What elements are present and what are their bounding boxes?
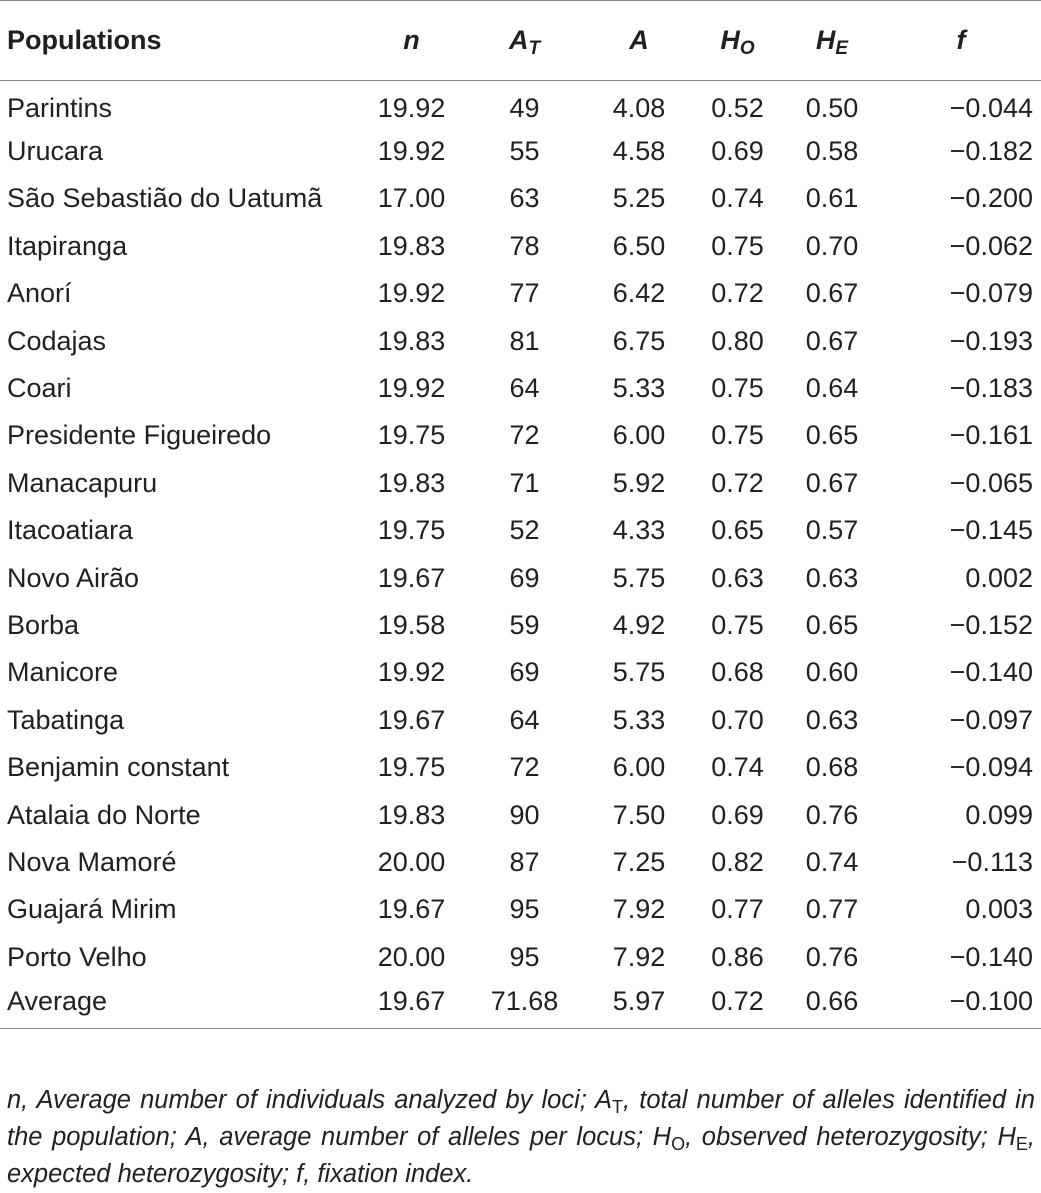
cell-population: Itapiranga — [7, 230, 128, 261]
cell-at: 81 — [509, 325, 540, 356]
cell-he: 0.63 — [805, 704, 859, 735]
cell-n: 20.00 — [377, 846, 446, 877]
cell-at: 72 — [509, 752, 540, 783]
cell-population: Codajas — [7, 325, 107, 356]
cell-at: 69 — [509, 657, 540, 688]
cell-he: 0.76 — [805, 941, 859, 972]
table-row — [0, 934, 1041, 981]
cell-n: 19.58 — [377, 609, 446, 640]
table-row — [0, 460, 1041, 507]
cell-population: Porto Velho — [7, 941, 147, 972]
cell-at: 95 — [509, 941, 540, 972]
cell-he: 0.64 — [805, 373, 859, 404]
cell-f: −0.062 — [949, 230, 1033, 261]
cell-ho: 0.72 — [692, 981, 783, 1028]
table-row — [0, 365, 1041, 412]
footnote-part1: n, Average number of individuals analyzed by loci; A — [7, 1085, 613, 1114]
cell-at: 59 — [509, 609, 540, 640]
cell-he: 0.65 — [805, 609, 859, 640]
cell-population: Novo Airão — [7, 562, 140, 593]
table-row — [0, 81, 1041, 128]
cell-at: 77 — [509, 278, 540, 309]
table-row — [0, 886, 1041, 933]
cell-a: 6.50 — [612, 230, 666, 261]
table-row — [0, 554, 1041, 601]
table-row — [0, 744, 1041, 791]
cell-population: Nova Mamoré — [7, 846, 177, 877]
table-body — [0, 81, 1041, 1029]
cell-f: 0.003 — [965, 894, 1033, 925]
cell-ho: 0.72 — [711, 278, 764, 309]
footnote-sub-e: E — [1015, 1133, 1028, 1154]
cell-ho: 0.74 — [711, 183, 764, 214]
footnote-sub-t: T — [612, 1096, 624, 1117]
cell-a: 4.92 — [612, 609, 666, 640]
cell-ho: 0.69 — [711, 799, 764, 830]
cell-he: 0.50 — [805, 92, 859, 123]
cell-population: Coari — [7, 373, 72, 404]
cell-f: −0.094 — [949, 752, 1033, 783]
table-footnote — [7, 1082, 1035, 1193]
cell-f: −0.100 — [881, 981, 1041, 1028]
cell-a: 6.42 — [612, 278, 666, 309]
cell-f: −0.200 — [949, 183, 1033, 214]
cell-he: 0.57 — [805, 515, 859, 546]
cell-population: Tabatinga — [7, 704, 125, 735]
cell-he: 0.61 — [805, 183, 859, 214]
footnote-part4: , expected heterozygosity; f, fixation index. — [7, 1122, 1035, 1188]
cell-n: 19.75 — [377, 752, 446, 783]
cell-a: 6.75 — [612, 325, 666, 356]
cell-f: 0.099 — [965, 799, 1033, 830]
cell-ho: 0.80 — [711, 325, 764, 356]
footnote-part3: , observed heterozygosity; H — [685, 1122, 1016, 1151]
cell-population: São Sebastião do Uatumã — [7, 183, 323, 214]
cell-ho: 0.75 — [711, 420, 764, 451]
cell-population: Manicore — [7, 657, 119, 688]
cell-ho: 0.52 — [711, 92, 764, 123]
cell-ho: 0.75 — [711, 230, 764, 261]
cell-a: 4.33 — [612, 515, 666, 546]
cell-ho: 0.75 — [711, 373, 764, 404]
cell-ho: 0.68 — [711, 657, 764, 688]
cell-he: 0.67 — [805, 278, 859, 309]
cell-f: −0.140 — [949, 941, 1033, 972]
cell-ho: 0.74 — [711, 752, 764, 783]
cell-a: 7.50 — [612, 799, 666, 830]
cell-at: 64 — [509, 704, 540, 735]
cell-a: 5.33 — [612, 373, 666, 404]
cell-n: 19.83 — [377, 325, 446, 356]
cell-n: 19.67 — [360, 981, 463, 1028]
cell-ho: 0.69 — [711, 136, 764, 167]
header-ho-sub: O — [739, 38, 755, 59]
cell-he: 0.63 — [805, 562, 859, 593]
cell-f: −0.183 — [949, 373, 1033, 404]
cell-population: Parintins — [7, 92, 113, 123]
cell-at: 69 — [509, 562, 540, 593]
cell-population: Atalaia do Norte — [7, 799, 201, 830]
cell-n: 19.67 — [377, 562, 446, 593]
cell-n: 19.83 — [377, 467, 446, 498]
cell-at: 55 — [509, 136, 540, 167]
cell-at: 87 — [509, 846, 540, 877]
cell-ho: 0.70 — [711, 704, 764, 735]
header-he-main: H — [815, 25, 836, 55]
cell-he: 0.68 — [805, 752, 859, 783]
cell-ho: 0.72 — [711, 467, 764, 498]
cell-population: Guajará Mirim — [7, 894, 177, 925]
header-at-main: A — [508, 25, 529, 55]
cell-he: 0.70 — [805, 230, 859, 261]
table-row — [0, 507, 1041, 554]
cell-ho: 0.77 — [711, 894, 764, 925]
header-f — [881, 1, 1041, 81]
cell-f: −0.079 — [949, 278, 1033, 309]
cell-a: 4.58 — [612, 136, 666, 167]
cell-ho: 0.75 — [711, 609, 764, 640]
header-a — [586, 1, 692, 81]
header-at — [463, 1, 586, 81]
table-row — [0, 791, 1041, 838]
table-row — [0, 175, 1041, 222]
cell-at: 71.68 — [463, 981, 586, 1028]
table-row-average — [0, 981, 1041, 1028]
cell-population: Benjamin constant — [7, 752, 230, 783]
cell-population: Anorí — [7, 278, 72, 309]
cell-n: 20.00 — [377, 941, 446, 972]
header-a-label: A — [629, 25, 649, 55]
header-row — [0, 1, 1041, 81]
header-ho — [692, 1, 783, 81]
cell-he: 0.58 — [805, 136, 859, 167]
table-row — [0, 697, 1041, 744]
footnote-part2: , total number of alleles identified in the population; A, average number of alleles per locus; H — [7, 1085, 1036, 1151]
cell-ho: 0.82 — [711, 846, 764, 877]
cell-f: −0.097 — [949, 704, 1033, 735]
cell-a: 6.00 — [612, 420, 666, 451]
cell-f: −0.145 — [949, 515, 1033, 546]
cell-f: −0.193 — [949, 325, 1033, 356]
cell-n: 19.75 — [377, 420, 446, 451]
cell-at: 95 — [509, 894, 540, 925]
cell-population: Urucara — [7, 136, 104, 167]
cell-ho: 0.65 — [711, 515, 764, 546]
header-n — [360, 1, 463, 81]
cell-a: 7.92 — [612, 941, 666, 972]
cell-a: 7.92 — [612, 894, 666, 925]
cell-f: −0.044 — [949, 92, 1033, 123]
cell-a: 6.00 — [612, 752, 666, 783]
cell-n: 19.92 — [377, 373, 446, 404]
cell-population: Average — [0, 981, 360, 1028]
header-f-label: f — [956, 25, 966, 55]
cell-at: 64 — [509, 373, 540, 404]
cell-he: 0.74 — [805, 846, 859, 877]
cell-he: 0.67 — [805, 467, 859, 498]
cell-he: 0.76 — [805, 799, 859, 830]
cell-n: 19.67 — [377, 704, 446, 735]
cell-f: −0.161 — [949, 420, 1033, 451]
cell-ho: 0.63 — [711, 562, 764, 593]
table-row — [0, 223, 1041, 270]
cell-n: 19.83 — [377, 230, 446, 261]
cell-a: 5.92 — [612, 467, 666, 498]
table-header — [0, 1, 1041, 81]
header-he-sub: E — [835, 38, 849, 59]
cell-at: 63 — [509, 183, 540, 214]
table-row — [0, 649, 1041, 696]
cell-a: 5.75 — [612, 562, 666, 593]
cell-population: Manacapuru — [7, 467, 158, 498]
cell-population: Presidente Figueiredo — [7, 420, 272, 451]
cell-he: 0.77 — [805, 894, 859, 925]
cell-n: 19.92 — [377, 136, 446, 167]
cell-he: 0.60 — [805, 657, 859, 688]
cell-f: −0.113 — [951, 846, 1033, 877]
cell-f: 0.002 — [965, 562, 1033, 593]
cell-at: 71 — [509, 467, 540, 498]
table-row — [0, 270, 1041, 317]
cell-a: 5.25 — [612, 183, 666, 214]
cell-n: 19.83 — [377, 799, 446, 830]
table-row — [0, 839, 1041, 886]
cell-f: −0.182 — [949, 136, 1033, 167]
table-row — [0, 602, 1041, 649]
table-row — [0, 412, 1041, 459]
cell-n: 19.67 — [377, 894, 446, 925]
cell-f: −0.152 — [949, 609, 1033, 640]
cell-he: 0.67 — [805, 325, 859, 356]
cell-population: Borba — [7, 609, 80, 640]
header-at-sub: T — [528, 38, 541, 59]
cell-at: 52 — [509, 515, 540, 546]
cell-f: −0.140 — [949, 657, 1033, 688]
footnote-sub-o: O — [671, 1133, 686, 1154]
cell-at: 90 — [509, 799, 540, 830]
cell-a: 7.25 — [612, 846, 666, 877]
cell-a: 5.97 — [586, 981, 692, 1028]
cell-n: 19.75 — [377, 515, 446, 546]
cell-n: 19.92 — [377, 278, 446, 309]
header-populations: Populations — [0, 1, 360, 81]
cell-a: 4.08 — [612, 92, 666, 123]
table-row — [0, 317, 1041, 364]
cell-at: 49 — [509, 92, 540, 123]
cell-f: −0.065 — [949, 467, 1033, 498]
header-ho-main: H — [720, 25, 740, 55]
cell-n: 19.92 — [377, 657, 446, 688]
cell-he: 0.66 — [783, 981, 881, 1028]
cell-he: 0.65 — [805, 420, 859, 451]
cell-n: 17.00 — [377, 183, 446, 214]
cell-a: 5.75 — [612, 657, 666, 688]
cell-population: Itacoatiara — [7, 515, 134, 546]
cell-a: 5.33 — [612, 704, 666, 735]
cell-ho: 0.86 — [711, 941, 764, 972]
cell-at: 72 — [509, 420, 540, 451]
header-n-label: n — [403, 25, 420, 55]
cell-n: 19.92 — [377, 92, 446, 123]
header-he — [783, 1, 881, 81]
table-row — [0, 128, 1041, 175]
cell-at: 78 — [509, 230, 540, 261]
